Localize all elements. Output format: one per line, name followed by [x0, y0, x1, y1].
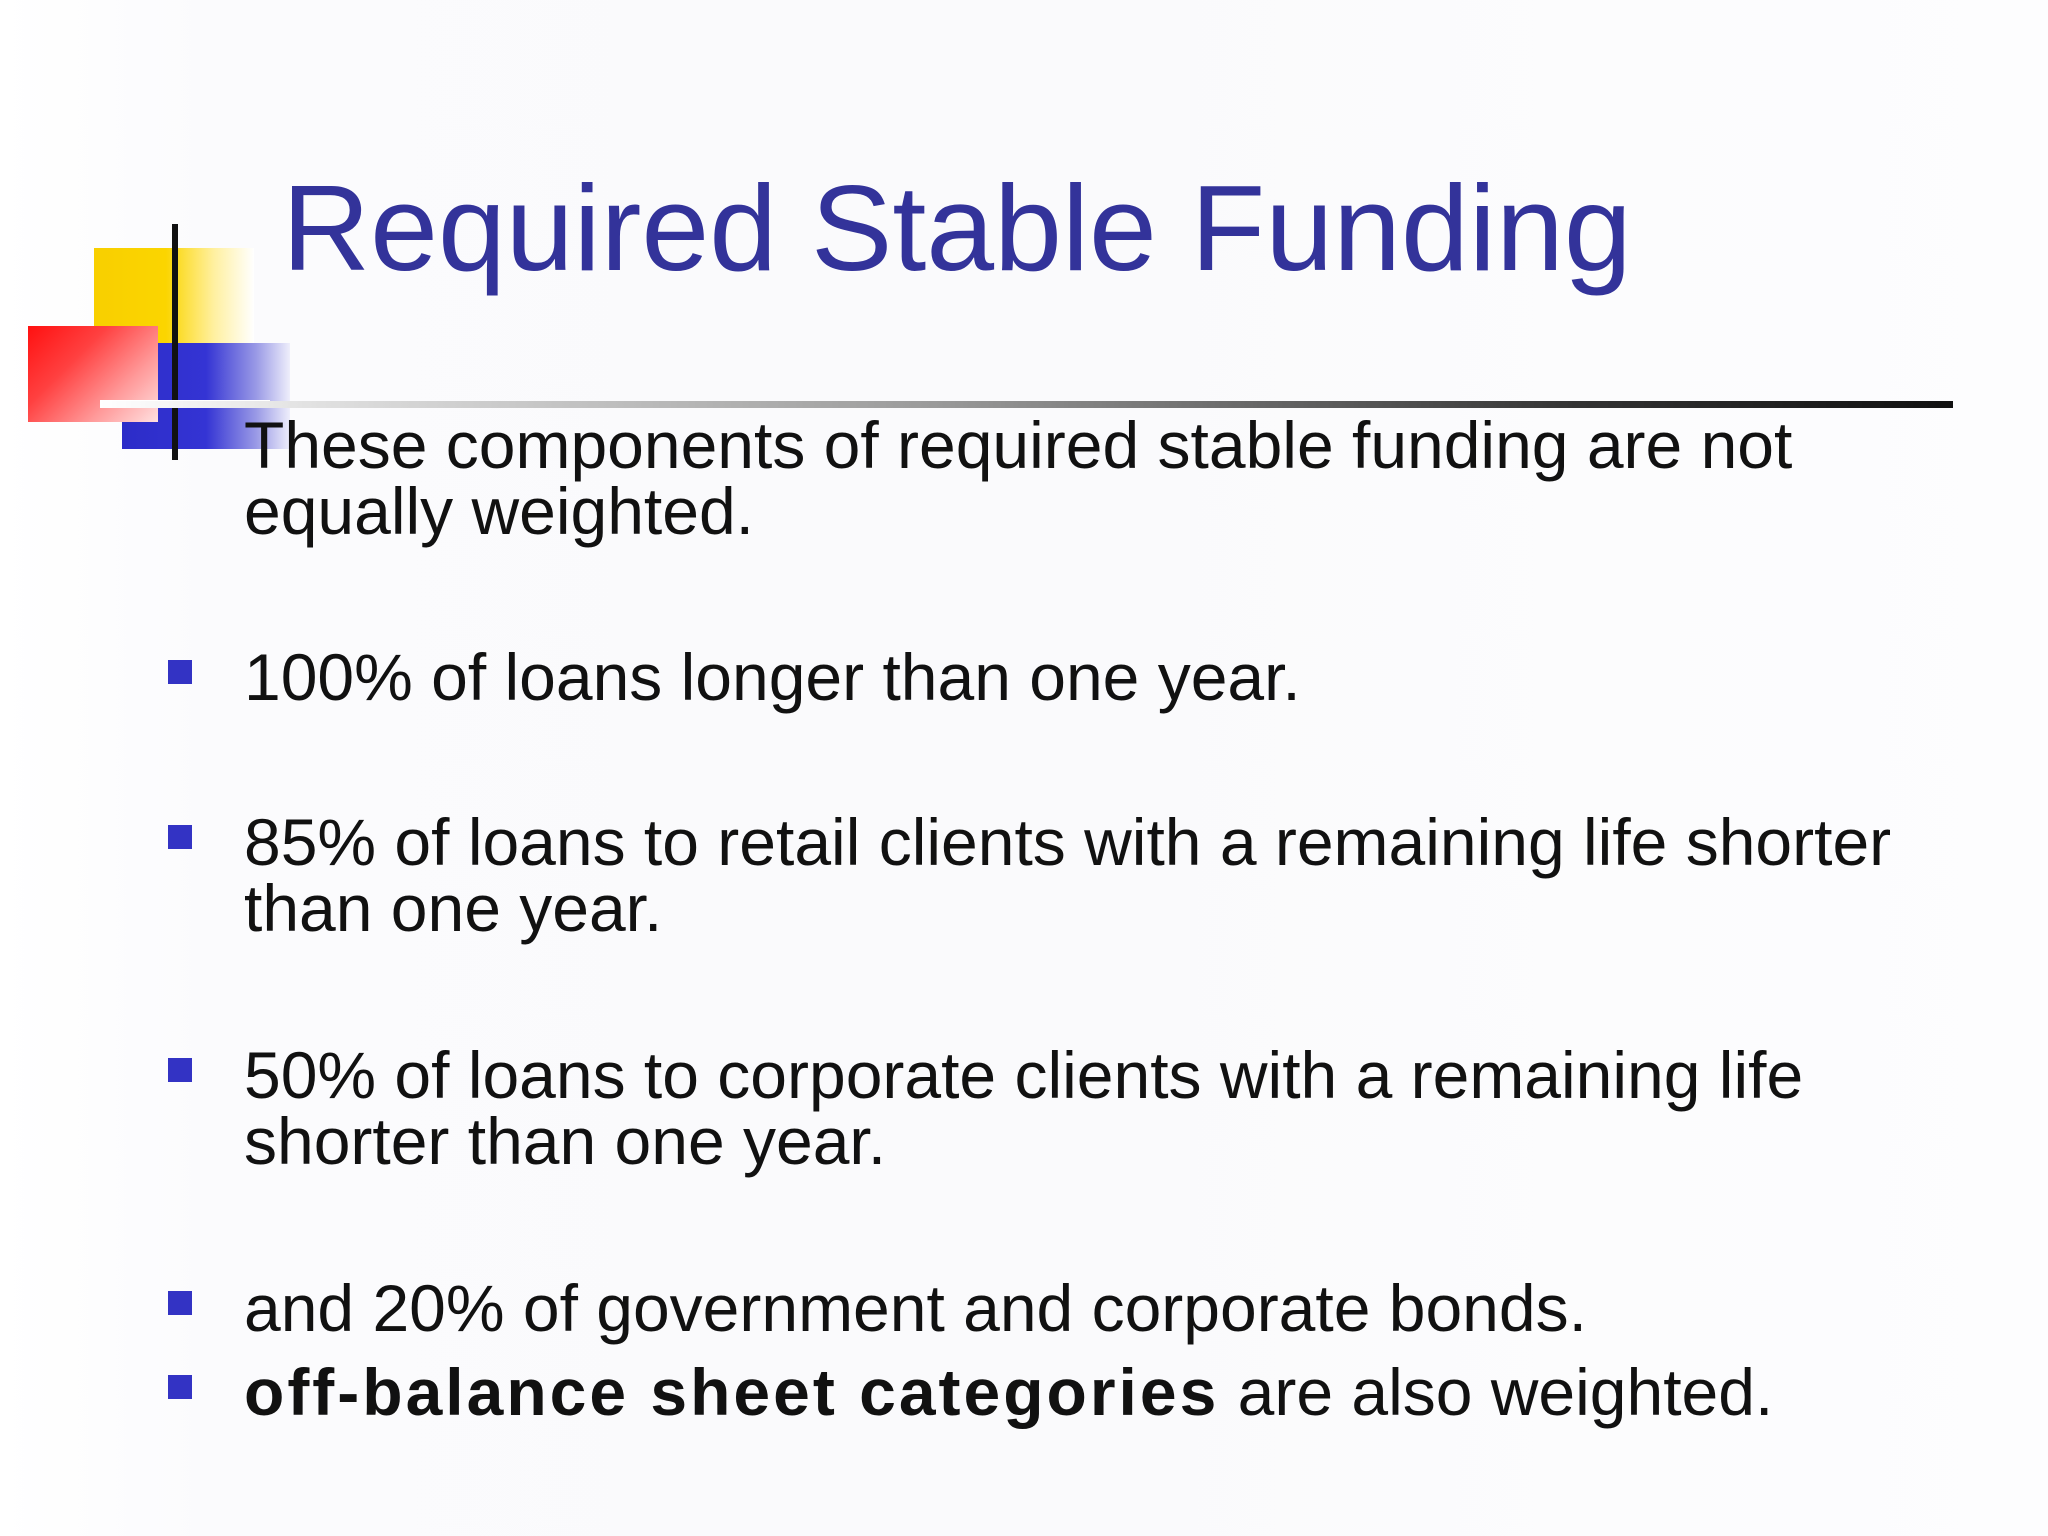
bullet-text-rest: are also weighted. [1219, 1355, 1774, 1429]
intro-text: These components of required stable funding are not equally weighted. [244, 408, 1793, 548]
square-bullet-icon [168, 1375, 192, 1399]
square-bullet-icon [168, 1058, 192, 1082]
square-bullet-icon [168, 825, 192, 849]
slide-title: Required Stable Funding [282, 160, 1632, 296]
bullet-item: 50% of loans to corporate clients with a remaining life shorter than one year. [244, 1038, 1804, 1178]
bullet-item [244, 1355, 1964, 1429]
square-bullet-icon [168, 660, 192, 684]
logo-vertical-line [172, 224, 178, 460]
bullet-item: 100% of loans longer than one year. [244, 640, 1301, 714]
bullet-item: 85% of loans to retail clients with a remaining life shorter than one year. [244, 805, 1892, 945]
title-divider [100, 401, 1953, 408]
bold-term: off-balance sheet categories [244, 1355, 1220, 1429]
square-bullet-icon [168, 1291, 192, 1315]
bullet-item: and 20% of government and corporate bonds. [244, 1271, 1587, 1345]
